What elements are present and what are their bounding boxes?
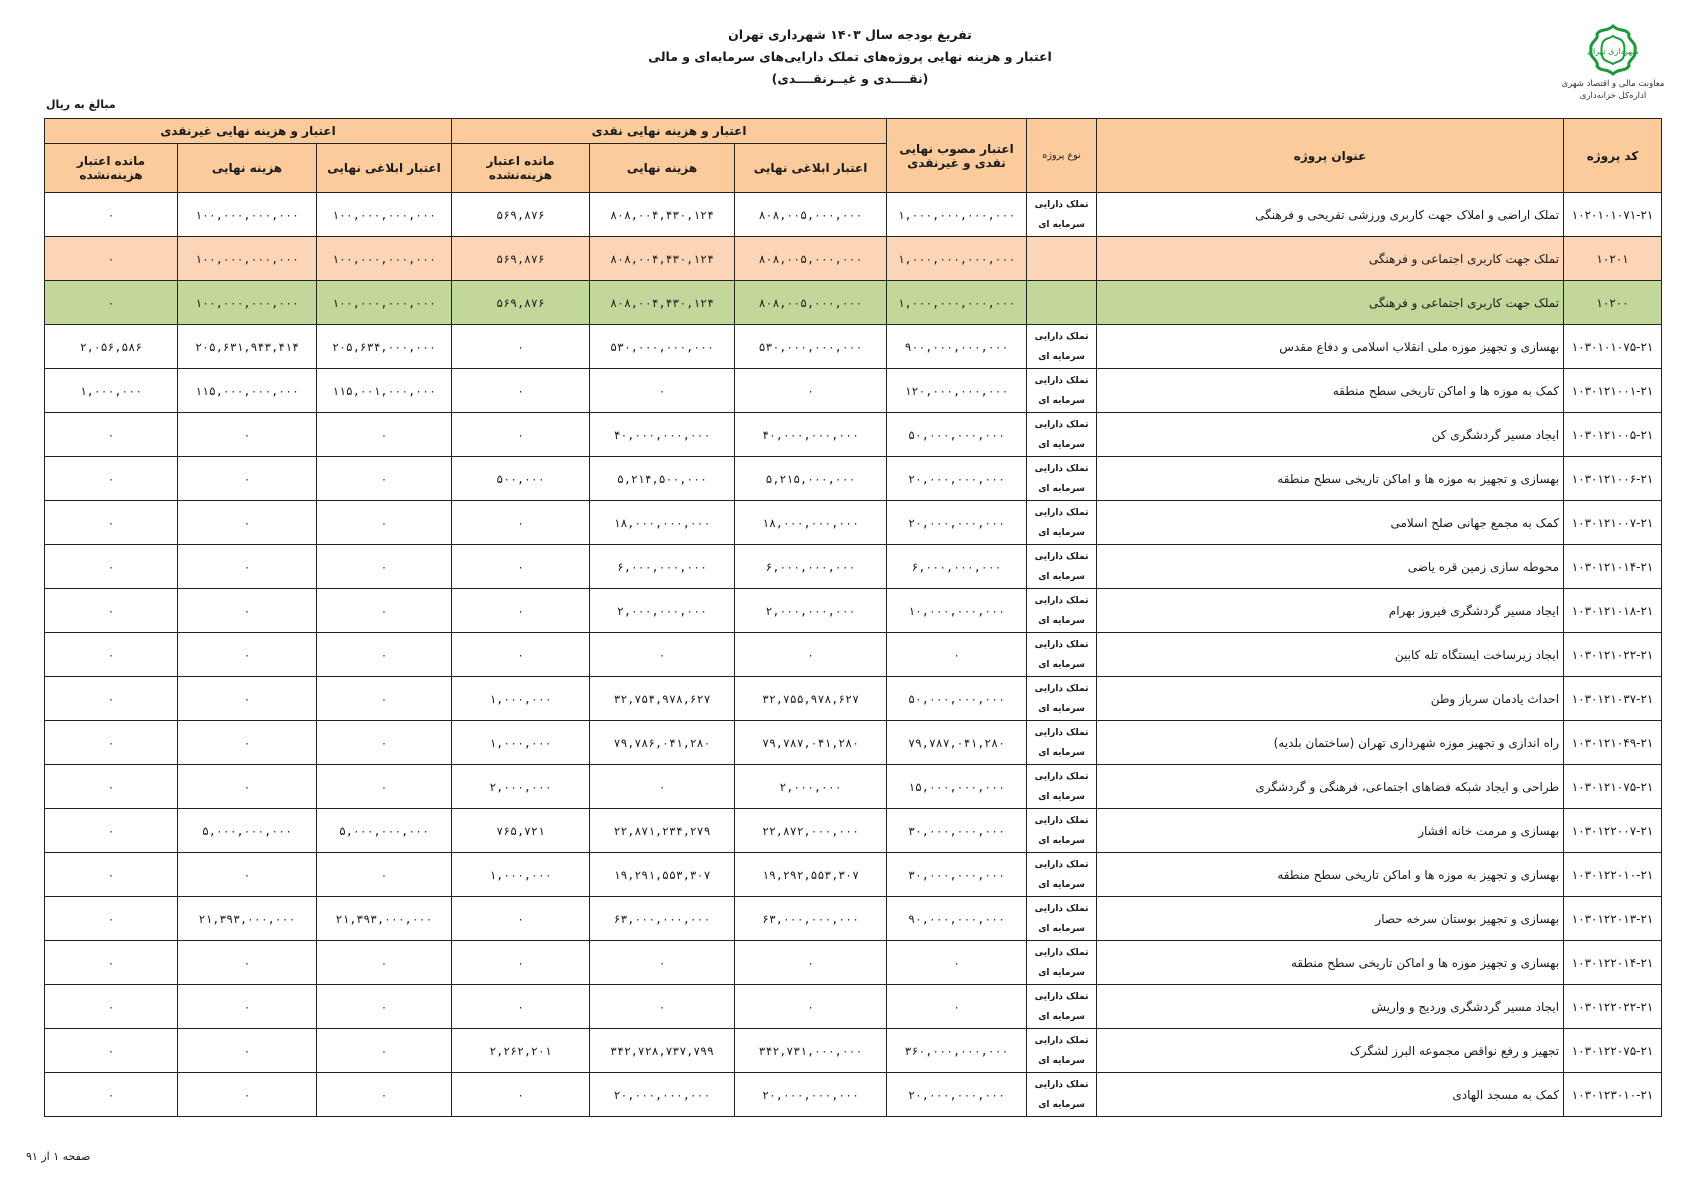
title-line-2: اعتبار و هزینه نهایی پروژه‌های تملک دارایی‌های سرمایه‌ای و مالی — [648, 49, 1052, 64]
cell-approved: ۱,۰۰۰,۰۰۰,۰۰۰,۰۰۰ — [887, 281, 1027, 325]
cell-noncash-spent: ۰ — [178, 985, 317, 1029]
cell-approved: ۳۰,۰۰۰,۰۰۰,۰۰۰ — [887, 809, 1027, 853]
cell-noncash-remaining: ۲,۰۵۶,۵۸۶ — [45, 325, 178, 369]
budget-table — [44, 118, 1662, 1117]
project-type-line-2: سرمایه ای — [1038, 395, 1085, 406]
project-type — [1027, 237, 1097, 281]
cell-cash-remaining: ۱,۰۰۰,۰۰۰ — [452, 677, 590, 721]
project-type — [1027, 325, 1097, 369]
project-type — [1027, 633, 1097, 677]
col-header-noncash-spent: هزینه نهایی — [178, 144, 317, 193]
project-type-line-2: سرمایه ای — [1038, 219, 1085, 230]
tehran-municipality-emblem-icon — [1581, 22, 1645, 78]
project-type — [1027, 589, 1097, 633]
cell-approved: ۱,۰۰۰,۰۰۰,۰۰۰,۰۰۰ — [887, 237, 1027, 281]
project-code: ۱۰۳۰۱۲۲۰۷۵-۲۱ — [1564, 1029, 1662, 1073]
project-type-line-2: سرمایه ای — [1038, 1055, 1085, 1066]
cell-noncash-spent: ۱۰۰,۰۰۰,۰۰۰,۰۰۰ — [178, 193, 317, 237]
cell-cash-allocated: ۲,۰۰۰,۰۰۰ — [735, 765, 887, 809]
project-title: کمک به موزه ها و اماکن تاریخی سطح منطقه — [1097, 369, 1564, 413]
project-type-line-1: تملک دارایی — [1034, 199, 1089, 210]
cell-noncash-allocated: ۰ — [317, 545, 452, 589]
col-header-cash-remaining: مانده اعتبار هزینه‌نشده — [452, 144, 590, 193]
project-code: ۱۰۳۰۱۰۱۰۷۵-۲۱ — [1564, 325, 1662, 369]
cell-noncash-allocated: ۰ — [317, 457, 452, 501]
cell-cash-remaining: ۰ — [452, 501, 590, 545]
project-type — [1027, 413, 1097, 457]
cell-cash-remaining: ۰ — [452, 325, 590, 369]
cell-noncash-remaining: ۰ — [45, 941, 178, 985]
cell-noncash-remaining: ۰ — [45, 545, 178, 589]
table-body — [45, 193, 1662, 1117]
project-title: بهسازی و تجهیز به موزه ها و اماکن تاریخی سطح منطقه — [1097, 457, 1564, 501]
cell-noncash-spent: ۲۱,۳۹۳,۰۰۰,۰۰۰ — [178, 897, 317, 941]
cell-noncash-remaining: ۱,۰۰۰,۰۰۰ — [45, 369, 178, 413]
cell-cash-spent: ۶۳,۰۰۰,۰۰۰,۰۰۰ — [590, 897, 735, 941]
project-title: بهسازی و تجهیز به موزه ها و اماکن تاریخی سطح منطقه — [1097, 853, 1564, 897]
project-type-line-2: سرمایه ای — [1038, 703, 1085, 714]
cell-noncash-allocated: ۰ — [317, 677, 452, 721]
cell-noncash-spent: ۱۰۰,۰۰۰,۰۰۰,۰۰۰ — [178, 281, 317, 325]
cell-cash-remaining: ۲,۰۰۰,۰۰۰ — [452, 765, 590, 809]
cell-cash-allocated: ۵۳۰,۰۰۰,۰۰۰,۰۰۰ — [735, 325, 887, 369]
cell-cash-allocated: ۱۸,۰۰۰,۰۰۰,۰۰۰ — [735, 501, 887, 545]
project-title: بهسازی و تجهیز بوستان سرخه حصار — [1097, 897, 1564, 941]
project-type-line-2: سرمایه ای — [1038, 1011, 1085, 1022]
cell-cash-remaining: ۵۶۹,۸۷۶ — [452, 281, 590, 325]
project-title: ایجاد زیرساخت ایستگاه تله کابین — [1097, 633, 1564, 677]
cell-cash-allocated: ۸۰۸,۰۰۵,۰۰۰,۰۰۰ — [735, 237, 887, 281]
cell-approved: ۷۹,۷۸۷,۰۴۱,۲۸۰ — [887, 721, 1027, 765]
project-code: ۱۰۳۰۱۲۲۰۱۳-۲۱ — [1564, 897, 1662, 941]
cell-cash-remaining: ۵۶۹,۸۷۶ — [452, 193, 590, 237]
cell-cash-remaining: ۰ — [452, 413, 590, 457]
project-type-line-2: سرمایه ای — [1038, 351, 1085, 362]
table-row — [45, 589, 1662, 633]
project-type — [1027, 721, 1097, 765]
col-header-cash-allocated: اعتبار ابلاغی نهایی — [735, 144, 887, 193]
project-type-line-2: سرمایه ای — [1038, 615, 1085, 626]
cell-cash-spent: ۴۰,۰۰۰,۰۰۰,۰۰۰ — [590, 413, 735, 457]
cell-cash-allocated: ۸۰۸,۰۰۵,۰۰۰,۰۰۰ — [735, 281, 887, 325]
cell-cash-allocated: ۰ — [735, 633, 887, 677]
cell-noncash-allocated: ۰ — [317, 501, 452, 545]
cell-approved: ۰ — [887, 633, 1027, 677]
logo-caption-line-1: معاونت مالی و اقتصاد شهری — [1561, 79, 1665, 89]
cell-cash-spent: ۰ — [590, 369, 735, 413]
project-title: تجهیز و رفع نواقص مجموعه البرز لشگرک — [1097, 1029, 1564, 1073]
cell-noncash-allocated: ۰ — [317, 1073, 452, 1117]
project-title: تملک جهت کاربری اجتماعی و فرهنگی — [1097, 237, 1564, 281]
project-title: بهسازی و تجهیز موزه ملی انقلاب اسلامی و دفاع مقدس — [1097, 325, 1564, 369]
table-row — [45, 677, 1662, 721]
project-type-line-2: سرمایه ای — [1038, 923, 1085, 934]
cell-noncash-allocated: ۰ — [317, 1029, 452, 1073]
cell-noncash-remaining: ۰ — [45, 677, 178, 721]
project-type — [1027, 545, 1097, 589]
table-row — [45, 369, 1662, 413]
cell-approved: ۶,۰۰۰,۰۰۰,۰۰۰ — [887, 545, 1027, 589]
cell-cash-spent: ۶,۰۰۰,۰۰۰,۰۰۰ — [590, 545, 735, 589]
project-type-line-1: تملک دارایی — [1034, 815, 1089, 826]
project-type-line-1: تملک دارایی — [1034, 771, 1089, 782]
cell-cash-remaining: ۰ — [452, 633, 590, 677]
project-type — [1027, 809, 1097, 853]
col-header-title: عنوان پروژه — [1097, 119, 1564, 193]
title-line-1: تفریغ بودجه سال ۱۴۰۳ شهرداری تهران — [728, 27, 972, 42]
project-code: ۱۰۳۰۱۲۲۰۲۲-۲۱ — [1564, 985, 1662, 1029]
cell-cash-spent: ۵,۲۱۴,۵۰۰,۰۰۰ — [590, 457, 735, 501]
cell-cash-spent: ۷۹,۷۸۶,۰۴۱,۲۸۰ — [590, 721, 735, 765]
col-header-cash-spent: هزینه نهایی — [590, 144, 735, 193]
cell-cash-spent: ۸۰۸,۰۰۴,۴۳۰,۱۲۴ — [590, 237, 735, 281]
project-title: کمک به مسجد الهادی — [1097, 1073, 1564, 1117]
project-type-line-1: تملک دارایی — [1034, 639, 1089, 650]
cell-noncash-spent: ۰ — [178, 501, 317, 545]
cell-noncash-allocated: ۰ — [317, 721, 452, 765]
cell-noncash-spent: ۰ — [178, 633, 317, 677]
cell-cash-allocated: ۷۹,۷۸۷,۰۴۱,۲۸۰ — [735, 721, 887, 765]
cell-approved: ۹۰,۰۰۰,۰۰۰,۰۰۰ — [887, 897, 1027, 941]
project-title: طراحی و ایجاد شبکه فضاهای اجتماعی، فرهنگی و گردشگری — [1097, 765, 1564, 809]
cell-cash-remaining: ۰ — [452, 941, 590, 985]
project-type-line-2: سرمایه ای — [1038, 659, 1085, 670]
cell-cash-remaining: ۰ — [452, 1073, 590, 1117]
col-header-type: نوع پروژه — [1027, 119, 1097, 193]
project-code: ۱۰۳۰۱۲۱۰۰۶-۲۱ — [1564, 457, 1662, 501]
cell-cash-spent: ۲,۰۰۰,۰۰۰,۰۰۰ — [590, 589, 735, 633]
table-row — [45, 721, 1662, 765]
cell-cash-allocated: ۰ — [735, 985, 887, 1029]
project-type-line-1: تملک دارایی — [1034, 1079, 1089, 1090]
municipality-logo — [1548, 22, 1678, 102]
cell-approved: ۰ — [887, 941, 1027, 985]
cell-cash-remaining: ۰ — [452, 545, 590, 589]
cell-noncash-spent: ۰ — [178, 853, 317, 897]
project-type-line-1: تملک دارایی — [1034, 419, 1089, 430]
cell-noncash-allocated: ۰ — [317, 985, 452, 1029]
project-type-line-2: سرمایه ای — [1038, 791, 1085, 802]
cell-cash-remaining: ۱,۰۰۰,۰۰۰ — [452, 853, 590, 897]
group-total-row — [45, 281, 1662, 325]
logo-caption-line-2: اداره‌کل خزانه‌داری — [1579, 91, 1647, 101]
cell-noncash-spent: ۰ — [178, 721, 317, 765]
project-type — [1027, 897, 1097, 941]
table-row — [45, 193, 1662, 237]
cell-cash-allocated: ۳۲,۷۵۵,۹۷۸,۶۲۷ — [735, 677, 887, 721]
title-line-3: (نقــــدی و غیــرنقــــدی) — [771, 71, 929, 86]
project-code: ۱۰۳۰۱۲۲۰۰۷-۲۱ — [1564, 809, 1662, 853]
project-type — [1027, 501, 1097, 545]
project-code: ۱۰۳۰۱۲۱۰۴۹-۲۱ — [1564, 721, 1662, 765]
subtotal-row — [45, 237, 1662, 281]
cell-cash-allocated: ۱۹,۲۹۲,۵۵۳,۳۰۷ — [735, 853, 887, 897]
cell-cash-remaining: ۲,۲۶۲,۲۰۱ — [452, 1029, 590, 1073]
cell-cash-remaining: ۰ — [452, 897, 590, 941]
cell-approved: ۵۰,۰۰۰,۰۰۰,۰۰۰ — [887, 413, 1027, 457]
table-row — [45, 941, 1662, 985]
cell-cash-allocated: ۴۰,۰۰۰,۰۰۰,۰۰۰ — [735, 413, 887, 457]
cell-noncash-remaining: ۰ — [45, 809, 178, 853]
project-type-line-2: سرمایه ای — [1038, 1099, 1085, 1110]
cell-noncash-allocated: ۲۰۵,۶۳۴,۰۰۰,۰۰۰ — [317, 325, 452, 369]
project-title: تملک اراضی و املاک جهت کاربری ورزشی تفریحی و فرهنگی — [1097, 193, 1564, 237]
cell-noncash-remaining: ۰ — [45, 1029, 178, 1073]
project-type — [1027, 457, 1097, 501]
table-row — [45, 457, 1662, 501]
col-group-noncash: اعتبار و هزینه نهایی غیرنقدی — [45, 119, 452, 144]
cell-noncash-spent: ۰ — [178, 413, 317, 457]
cell-noncash-spent: ۲۰۵,۶۳۱,۹۴۳,۴۱۴ — [178, 325, 317, 369]
col-header-noncash-remaining: مانده اعتبار هزینه‌نشده — [45, 144, 178, 193]
table-row — [45, 1029, 1662, 1073]
project-type-line-1: تملک دارایی — [1034, 947, 1089, 958]
project-type-line-1: تملک دارایی — [1034, 683, 1089, 694]
project-type-line-2: سرمایه ای — [1038, 879, 1085, 890]
table-row — [45, 633, 1662, 677]
cell-cash-allocated: ۰ — [735, 369, 887, 413]
cell-noncash-remaining: ۰ — [45, 765, 178, 809]
project-code: ۱۰۳۰۱۲۱۰۳۷-۲۱ — [1564, 677, 1662, 721]
project-type — [1027, 193, 1097, 237]
table-row — [45, 1073, 1662, 1117]
cell-cash-spent: ۳۴۲,۷۲۸,۷۳۷,۷۹۹ — [590, 1029, 735, 1073]
project-type-line-1: تملک دارایی — [1034, 727, 1089, 738]
cell-cash-spent: ۰ — [590, 765, 735, 809]
project-type — [1027, 677, 1097, 721]
cell-noncash-remaining: ۰ — [45, 457, 178, 501]
project-type-line-2: سرمایه ای — [1038, 527, 1085, 538]
cell-noncash-spent: ۱۱۵,۰۰۰,۰۰۰,۰۰۰ — [178, 369, 317, 413]
cell-cash-spent: ۸۰۸,۰۰۴,۴۳۰,۱۲۴ — [590, 281, 735, 325]
project-type-line-2: سرمایه ای — [1038, 571, 1085, 582]
cell-approved: ۱۲۰,۰۰۰,۰۰۰,۰۰۰ — [887, 369, 1027, 413]
cell-cash-spent: ۳۲,۷۵۴,۹۷۸,۶۲۷ — [590, 677, 735, 721]
project-code: ۱۰۲۰۱۰۱۰۷۱-۲۱ — [1564, 193, 1662, 237]
cell-noncash-spent: ۰ — [178, 677, 317, 721]
cell-noncash-remaining: ۰ — [45, 721, 178, 765]
cell-approved: ۵۰,۰۰۰,۰۰۰,۰۰۰ — [887, 677, 1027, 721]
cell-cash-spent: ۱۸,۰۰۰,۰۰۰,۰۰۰ — [590, 501, 735, 545]
project-type-line-1: تملک دارایی — [1034, 507, 1089, 518]
table-row — [45, 413, 1662, 457]
cell-cash-remaining: ۰ — [452, 985, 590, 1029]
cell-cash-allocated: ۸۰۸,۰۰۵,۰۰۰,۰۰۰ — [735, 193, 887, 237]
cell-noncash-remaining: ۰ — [45, 985, 178, 1029]
project-code: ۱۰۲۰۱ — [1564, 237, 1662, 281]
project-title: ایجاد مسیر گردشگری کن — [1097, 413, 1564, 457]
cell-noncash-allocated: ۰ — [317, 941, 452, 985]
project-title: محوطه سازی زمین قره یاضی — [1097, 545, 1564, 589]
table-row — [45, 501, 1662, 545]
cell-noncash-allocated: ۰ — [317, 633, 452, 677]
project-code: ۱۰۳۰۱۲۱۰۰۷-۲۱ — [1564, 501, 1662, 545]
project-type-line-1: تملک دارایی — [1034, 463, 1089, 474]
cell-noncash-remaining: ۰ — [45, 501, 178, 545]
cell-noncash-allocated: ۰ — [317, 853, 452, 897]
cell-noncash-allocated: ۰ — [317, 413, 452, 457]
project-type-line-2: سرمایه ای — [1038, 483, 1085, 494]
project-type-line-2: سرمایه ای — [1038, 747, 1085, 758]
cell-cash-remaining: ۵۶۹,۸۷۶ — [452, 237, 590, 281]
project-title: احداث یادمان سرباز وطن — [1097, 677, 1564, 721]
table-row — [45, 897, 1662, 941]
project-type — [1027, 985, 1097, 1029]
col-header-approved: اعتبار مصوب نهایی نقدی و غیرنقدی — [887, 119, 1027, 193]
cell-cash-remaining: ۰ — [452, 369, 590, 413]
table-row — [45, 765, 1662, 809]
project-type-line-1: تملک دارایی — [1034, 859, 1089, 870]
project-type-line-1: تملک دارایی — [1034, 903, 1089, 914]
cell-cash-allocated: ۶۳,۰۰۰,۰۰۰,۰۰۰ — [735, 897, 887, 941]
cell-cash-allocated: ۵,۲۱۵,۰۰۰,۰۰۰ — [735, 457, 887, 501]
cell-noncash-remaining: ۰ — [45, 237, 178, 281]
cell-noncash-spent: ۰ — [178, 589, 317, 633]
project-title: بهسازی و مرمت خانه افشار — [1097, 809, 1564, 853]
cell-noncash-remaining: ۰ — [45, 589, 178, 633]
project-code: ۱۰۳۰۱۲۲۰۱۰-۲۱ — [1564, 853, 1662, 897]
project-type — [1027, 281, 1097, 325]
cell-noncash-allocated: ۱۰۰,۰۰۰,۰۰۰,۰۰۰ — [317, 281, 452, 325]
cell-cash-spent: ۲۰,۰۰۰,۰۰۰,۰۰۰ — [590, 1073, 735, 1117]
project-type-line-1: تملک دارایی — [1034, 1035, 1089, 1046]
logo-text: شهرداری تهران — [1587, 47, 1639, 56]
cell-cash-remaining: ۱,۰۰۰,۰۰۰ — [452, 721, 590, 765]
project-code: ۱۰۳۰۱۲۱۰۲۲-۲۱ — [1564, 633, 1662, 677]
cell-cash-allocated: ۲۰,۰۰۰,۰۰۰,۰۰۰ — [735, 1073, 887, 1117]
cell-cash-allocated: ۰ — [735, 941, 887, 985]
table-row — [45, 985, 1662, 1029]
col-header-code: کد پروژه — [1564, 119, 1662, 193]
cell-noncash-spent: ۱۰۰,۰۰۰,۰۰۰,۰۰۰ — [178, 237, 317, 281]
cell-approved: ۲۰,۰۰۰,۰۰۰,۰۰۰ — [887, 457, 1027, 501]
project-title: کمک به مجمع جهانی صلح اسلامی — [1097, 501, 1564, 545]
cell-approved: ۹۰۰,۰۰۰,۰۰۰,۰۰۰ — [887, 325, 1027, 369]
cell-noncash-spent: ۰ — [178, 765, 317, 809]
cell-noncash-remaining: ۰ — [45, 281, 178, 325]
currency-unit-note: مبالغ به ریال — [46, 98, 116, 111]
cell-approved: ۱,۰۰۰,۰۰۰,۰۰۰,۰۰۰ — [887, 193, 1027, 237]
table-row — [45, 853, 1662, 897]
table-row — [45, 809, 1662, 853]
cell-noncash-spent: ۰ — [178, 941, 317, 985]
cell-approved: ۲۰,۰۰۰,۰۰۰,۰۰۰ — [887, 1073, 1027, 1117]
cell-noncash-spent: ۰ — [178, 1073, 317, 1117]
project-code: ۱۰۳۰۱۲۳۰۱۰-۲۱ — [1564, 1073, 1662, 1117]
cell-approved: ۲۰,۰۰۰,۰۰۰,۰۰۰ — [887, 501, 1027, 545]
cell-cash-spent: ۱۹,۲۹۱,۵۵۳,۳۰۷ — [590, 853, 735, 897]
cell-cash-allocated: ۳۴۲,۷۳۱,۰۰۰,۰۰۰ — [735, 1029, 887, 1073]
project-type — [1027, 369, 1097, 413]
project-type-line-1: تملک دارایی — [1034, 991, 1089, 1002]
project-type — [1027, 765, 1097, 809]
cell-approved: ۳۶۰,۰۰۰,۰۰۰,۰۰۰ — [887, 1029, 1027, 1073]
cell-noncash-spent: ۰ — [178, 1029, 317, 1073]
cell-cash-remaining: ۷۶۵,۷۲۱ — [452, 809, 590, 853]
project-type-line-2: سرمایه ای — [1038, 835, 1085, 846]
project-type-line-1: تملک دارایی — [1034, 595, 1089, 606]
cell-cash-allocated: ۲۲,۸۷۲,۰۰۰,۰۰۰ — [735, 809, 887, 853]
cell-noncash-allocated: ۱۱۵,۰۰۱,۰۰۰,۰۰۰ — [317, 369, 452, 413]
cell-cash-spent: ۵۳۰,۰۰۰,۰۰۰,۰۰۰ — [590, 325, 735, 369]
cell-noncash-remaining: ۰ — [45, 193, 178, 237]
project-type — [1027, 941, 1097, 985]
project-type — [1027, 1029, 1097, 1073]
project-title: تملک جهت کاربری اجتماعی و فرهنگی — [1097, 281, 1564, 325]
project-title: ایجاد مسیر گردشگری فیروز بهرام — [1097, 589, 1564, 633]
col-header-noncash-allocated: اعتبار ابلاغی نهایی — [317, 144, 452, 193]
cell-noncash-remaining: ۰ — [45, 853, 178, 897]
project-type-line-2: سرمایه ای — [1038, 439, 1085, 450]
cell-noncash-spent: ۰ — [178, 457, 317, 501]
project-code: ۱۰۳۰۱۲۱۰۰۱-۲۱ — [1564, 369, 1662, 413]
cell-cash-remaining: ۰ — [452, 589, 590, 633]
cell-cash-spent: ۰ — [590, 941, 735, 985]
cell-cash-spent: ۰ — [590, 985, 735, 1029]
cell-cash-remaining: ۵۰۰,۰۰۰ — [452, 457, 590, 501]
project-type-line-1: تملک دارایی — [1034, 331, 1089, 342]
project-code: ۱۰۳۰۱۲۱۰۱۴-۲۱ — [1564, 545, 1662, 589]
cell-cash-allocated: ۶,۰۰۰,۰۰۰,۰۰۰ — [735, 545, 887, 589]
project-code: ۱۰۲۰۰ — [1564, 281, 1662, 325]
cell-noncash-remaining: ۰ — [45, 413, 178, 457]
cell-noncash-remaining: ۰ — [45, 1073, 178, 1117]
cell-noncash-remaining: ۰ — [45, 897, 178, 941]
table-row — [45, 325, 1662, 369]
cell-approved: ۳۰,۰۰۰,۰۰۰,۰۰۰ — [887, 853, 1027, 897]
project-type — [1027, 1073, 1097, 1117]
cell-noncash-allocated: ۱۰۰,۰۰۰,۰۰۰,۰۰۰ — [317, 193, 452, 237]
cell-noncash-allocated: ۲۱,۳۹۳,۰۰۰,۰۰۰ — [317, 897, 452, 941]
cell-noncash-spent: ۰ — [178, 545, 317, 589]
project-title: بهسازی و تجهیز موزه ها و اماکن تاریخی سطح منطقه — [1097, 941, 1564, 985]
document-title-block — [600, 24, 1100, 90]
cell-noncash-allocated: ۱۰۰,۰۰۰,۰۰۰,۰۰۰ — [317, 237, 452, 281]
page-number: صفحه ۱ از ۹۱ — [26, 1150, 91, 1163]
cell-cash-allocated: ۲,۰۰۰,۰۰۰,۰۰۰ — [735, 589, 887, 633]
project-code: ۱۰۳۰۱۲۱۰۰۵-۲۱ — [1564, 413, 1662, 457]
project-code: ۱۰۳۰۱۲۱۰۱۸-۲۱ — [1564, 589, 1662, 633]
cell-noncash-spent: ۵,۰۰۰,۰۰۰,۰۰۰ — [178, 809, 317, 853]
cell-cash-spent: ۸۰۸,۰۰۴,۴۳۰,۱۲۴ — [590, 193, 735, 237]
cell-noncash-remaining: ۰ — [45, 633, 178, 677]
project-code: ۱۰۳۰۱۲۱۰۷۵-۲۱ — [1564, 765, 1662, 809]
cell-noncash-allocated: ۵,۰۰۰,۰۰۰,۰۰۰ — [317, 809, 452, 853]
cell-cash-spent: ۲۲,۸۷۱,۲۳۴,۲۷۹ — [590, 809, 735, 853]
cell-cash-spent: ۰ — [590, 633, 735, 677]
project-code: ۱۰۳۰۱۲۲۰۱۴-۲۱ — [1564, 941, 1662, 985]
cell-noncash-allocated: ۰ — [317, 589, 452, 633]
project-type — [1027, 853, 1097, 897]
project-title: راه اندازی و تجهیز موزه شهرداری تهران (ساختمان بلدیه) — [1097, 721, 1564, 765]
cell-approved: ۱۰,۰۰۰,۰۰۰,۰۰۰ — [887, 589, 1027, 633]
cell-approved: ۱۵,۰۰۰,۰۰۰,۰۰۰ — [887, 765, 1027, 809]
cell-approved: ۰ — [887, 985, 1027, 1029]
project-type-line-1: تملک دارایی — [1034, 375, 1089, 386]
project-type-line-2: سرمایه ای — [1038, 967, 1085, 978]
col-group-cash: اعتبار و هزینه نهایی نقدی — [452, 119, 887, 144]
project-title: ایجاد مسیر گردشگری وردیج و واریش — [1097, 985, 1564, 1029]
cell-noncash-allocated: ۰ — [317, 765, 452, 809]
table-row — [45, 545, 1662, 589]
project-type-line-1: تملک دارایی — [1034, 551, 1089, 562]
